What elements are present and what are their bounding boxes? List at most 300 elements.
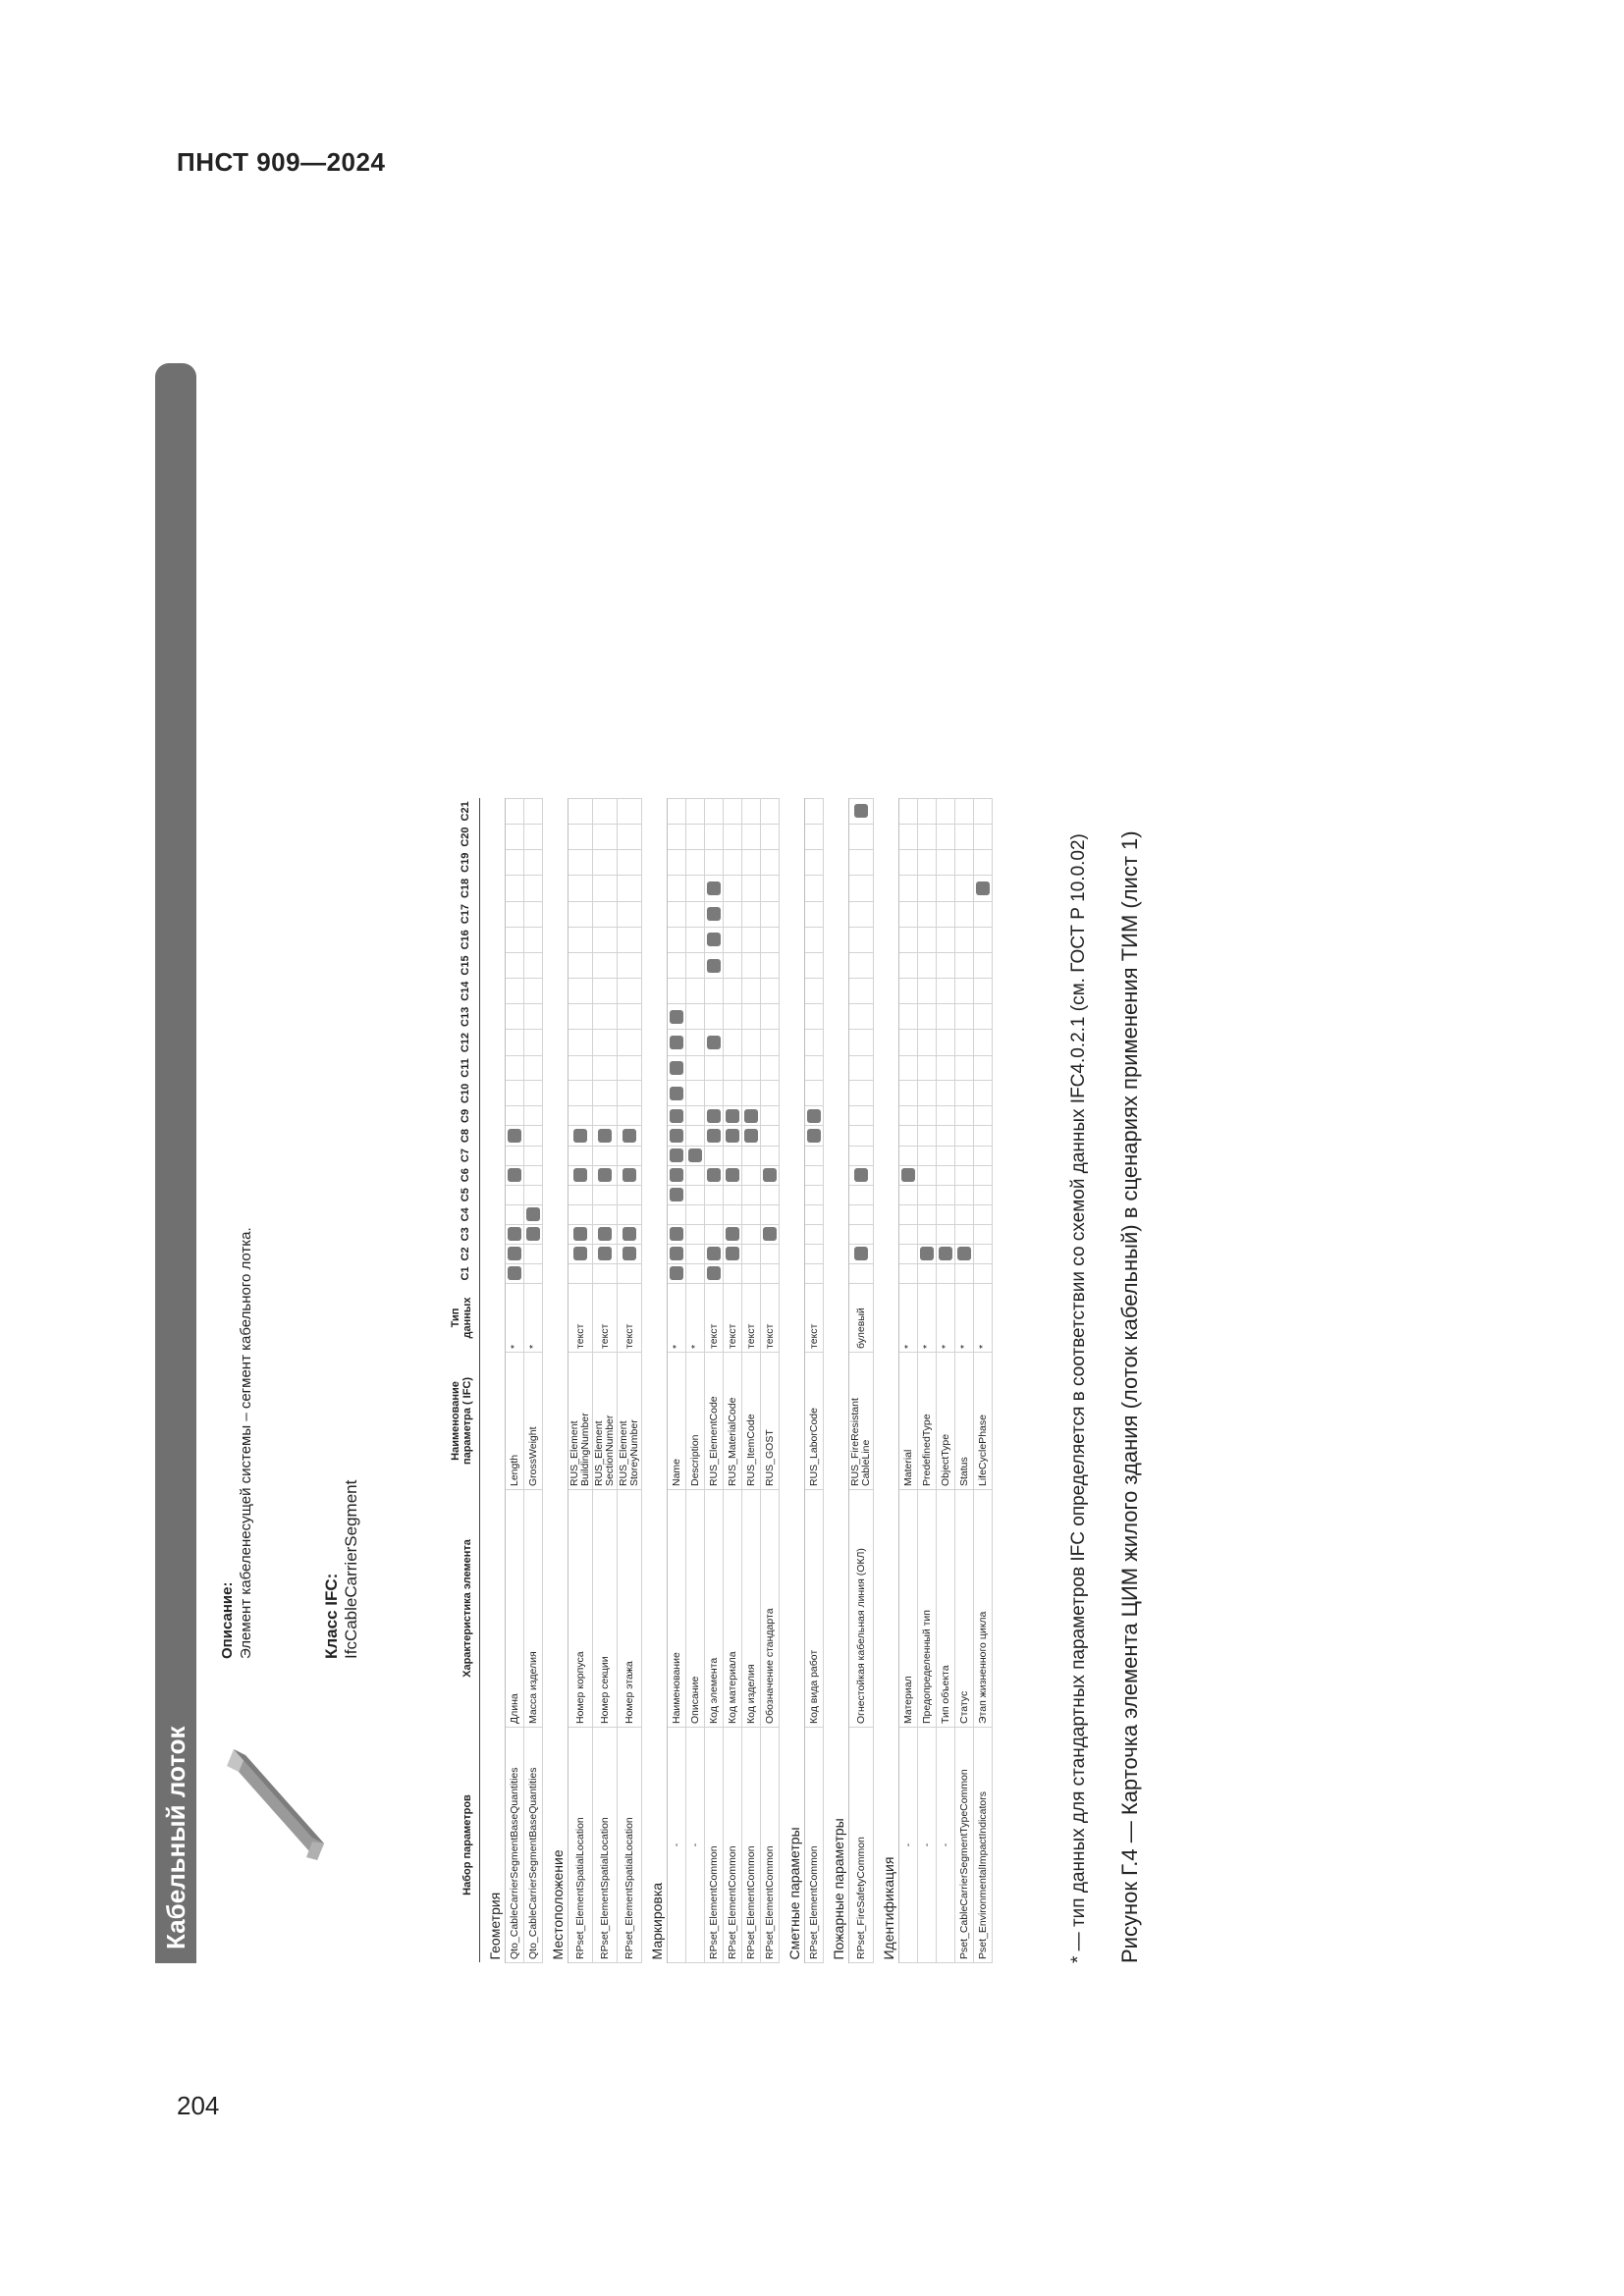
applicability-mark	[598, 1247, 612, 1260]
header-ifc-name: Наименование параметра ( IFC)	[393, 1353, 480, 1490]
scenario-cell	[686, 1004, 705, 1030]
scenario-cell	[506, 1263, 524, 1283]
scenario-cell	[618, 1004, 642, 1030]
scenario-cell	[974, 1146, 993, 1165]
group-row	[480, 798, 506, 1962]
applicability-mark	[920, 1247, 934, 1260]
scenario-cell	[805, 901, 824, 927]
scenario-cell	[937, 1165, 955, 1185]
scenario-cell	[593, 1244, 618, 1263]
scenario-cell	[849, 952, 874, 978]
scenario-cell	[668, 1030, 686, 1055]
scenario-cell	[974, 1224, 993, 1244]
applicability-mark	[598, 1129, 612, 1143]
description-text: Элемент кабеленесущей системы – сегмент кабельного лотка.	[238, 1227, 254, 1659]
scenario-cell	[506, 1224, 524, 1244]
applicability-mark	[854, 1247, 868, 1260]
scenario-cell	[937, 1224, 955, 1244]
scenario-header-c12: C12	[393, 1030, 480, 1055]
scenario-cell	[742, 1263, 761, 1283]
scenario-cell	[724, 1126, 742, 1146]
scenario-cell	[937, 798, 955, 824]
scenario-cell	[937, 1263, 955, 1283]
applicability-mark	[573, 1129, 587, 1143]
scenario-cell	[955, 1244, 974, 1263]
scenario-cell	[705, 798, 724, 824]
scenario-cell	[899, 1030, 918, 1055]
scenario-cell	[568, 876, 593, 901]
applicability-mark	[508, 1168, 521, 1182]
scenario-cell	[618, 1055, 642, 1081]
scenario-cell	[618, 1106, 642, 1126]
scenario-cell	[705, 1224, 724, 1244]
applicability-mark	[670, 1036, 683, 1049]
applicability-mark	[854, 804, 868, 818]
applicability-mark	[707, 1036, 721, 1049]
scenario-cell	[849, 1185, 874, 1204]
cell-data-type: *	[974, 1284, 993, 1353]
scenario-cell	[805, 1055, 824, 1081]
scenario-cell	[724, 1004, 742, 1030]
scenario-cell	[724, 798, 742, 824]
scenario-cell	[849, 1263, 874, 1283]
scenario-cell	[506, 1126, 524, 1146]
applicability-mark	[901, 1168, 915, 1182]
scenario-cell	[805, 1244, 824, 1263]
applicability-mark	[623, 1227, 636, 1241]
applicability-mark	[623, 1168, 636, 1182]
cell-ifc-name: RUS_GOST	[761, 1353, 780, 1490]
scenario-cell	[974, 901, 993, 927]
scenario-cell	[524, 1224, 543, 1244]
scenario-cell	[524, 1204, 543, 1224]
scenario-cell	[761, 876, 780, 901]
scenario-cell	[899, 1126, 918, 1146]
scenario-header-c4: C4	[393, 1204, 480, 1224]
scenario-cell	[568, 1106, 593, 1126]
applicability-mark	[508, 1227, 521, 1241]
scenario-cell	[761, 1185, 780, 1204]
applicability-mark	[707, 881, 721, 895]
table-row	[524, 798, 543, 1962]
scenario-cell	[742, 1106, 761, 1126]
header-set: Набор параметров	[393, 1728, 480, 1963]
cell-data-type: *	[524, 1284, 543, 1353]
scenario-cell	[524, 1263, 543, 1283]
scenario-cell	[805, 1263, 824, 1283]
cell-characteristic: Статус	[955, 1490, 974, 1728]
applicability-mark	[726, 1247, 739, 1260]
scenario-cell	[937, 1106, 955, 1126]
scenario-cell	[899, 1224, 918, 1244]
scenario-cell	[593, 1165, 618, 1185]
scenario-cell	[918, 901, 937, 927]
scenario-cell	[506, 927, 524, 952]
scenario-cell	[524, 1126, 543, 1146]
scenario-cell	[974, 1055, 993, 1081]
scenario-header-c15: C15	[393, 952, 480, 978]
scenario-cell	[974, 1030, 993, 1055]
scenario-cell	[955, 1030, 974, 1055]
scenario-cell	[705, 1081, 724, 1106]
table-row	[568, 798, 593, 1962]
scenario-cell	[668, 927, 686, 952]
cell-ifc-name: RUS_Element SectionNumber	[593, 1353, 618, 1490]
cell-ifc-name: PredefinedType	[918, 1353, 937, 1490]
scenario-cell	[974, 824, 993, 849]
table-row	[974, 798, 993, 1962]
scenario-cell	[742, 798, 761, 824]
scenario-cell	[805, 824, 824, 849]
scenario-cell	[937, 850, 955, 876]
scenario-cell	[705, 1030, 724, 1055]
cell-parameter-set: -	[937, 1728, 955, 1963]
scenario-cell	[899, 1004, 918, 1030]
scenario-cell	[568, 824, 593, 849]
scenario-cell	[593, 952, 618, 978]
scenario-cell	[506, 901, 524, 927]
scenario-cell	[805, 1185, 824, 1204]
scenario-cell	[918, 1146, 937, 1165]
scenario-cell	[974, 1185, 993, 1204]
cell-ifc-name: Name	[668, 1353, 686, 1490]
scenario-cell	[849, 798, 874, 824]
ifc-class-block	[322, 1480, 361, 1659]
scenario-cell	[918, 1004, 937, 1030]
scenario-cell	[686, 876, 705, 901]
scenario-cell	[705, 1165, 724, 1185]
cell-parameter-set: RPset_FireSafetyCommon	[849, 1728, 874, 1963]
table-row	[918, 798, 937, 1962]
cell-parameter-set: RPset_ElementCommon	[761, 1728, 780, 1963]
scenario-cell	[742, 901, 761, 927]
cell-ifc-name: Status	[955, 1353, 974, 1490]
scenario-cell	[937, 1081, 955, 1106]
scenario-cell	[668, 1165, 686, 1185]
table-row	[668, 798, 686, 1962]
scenario-cell	[742, 1055, 761, 1081]
scenario-cell	[568, 1224, 593, 1244]
cell-data-type: текст	[761, 1284, 780, 1353]
scenario-cell	[955, 876, 974, 901]
scenario-cell	[593, 1106, 618, 1126]
scenario-cell	[568, 1146, 593, 1165]
header-data-type: Тип данных	[393, 1284, 480, 1353]
scenario-cell	[618, 850, 642, 876]
scenario-cell	[937, 1004, 955, 1030]
scenario-cell	[974, 876, 993, 901]
scenario-header-c16: C16	[393, 927, 480, 952]
scenario-header-c13: C13	[393, 1004, 480, 1030]
scenario-cell	[618, 1126, 642, 1146]
scenario-cell	[918, 1126, 937, 1146]
scenario-cell	[705, 927, 724, 952]
scenario-cell	[668, 1224, 686, 1244]
scenario-cell	[955, 798, 974, 824]
scenario-cell	[618, 979, 642, 1004]
applicability-mark	[807, 1109, 821, 1123]
scenario-header-c14: C14	[393, 979, 480, 1004]
scenario-cell	[506, 979, 524, 1004]
scenario-cell	[568, 979, 593, 1004]
scenario-cell	[568, 1081, 593, 1106]
cell-data-type: *	[686, 1284, 705, 1353]
applicability-mark	[744, 1129, 758, 1143]
cell-ifc-name: RUS_LaborCode	[805, 1353, 824, 1490]
scenario-header-c1: C1	[393, 1263, 480, 1283]
scenario-cell	[524, 1030, 543, 1055]
scenario-cell	[524, 824, 543, 849]
scenario-cell	[918, 1244, 937, 1263]
table-row	[761, 798, 780, 1962]
cell-data-type: текст	[593, 1284, 618, 1353]
scenario-cell	[568, 901, 593, 927]
scenario-cell	[618, 1165, 642, 1185]
scenario-cell	[974, 798, 993, 824]
scenario-cell	[974, 1004, 993, 1030]
scenario-cell	[849, 1004, 874, 1030]
cell-data-type: *	[937, 1284, 955, 1353]
scenario-cell	[974, 1244, 993, 1263]
cell-parameter-set: -	[668, 1728, 686, 1963]
scenario-cell	[849, 979, 874, 1004]
scenario-cell	[668, 1106, 686, 1126]
scenario-header-c3: C3	[393, 1224, 480, 1244]
cell-characteristic: Материал	[899, 1490, 918, 1728]
scenario-cell	[686, 850, 705, 876]
scenario-cell	[955, 1185, 974, 1204]
scenario-cell	[805, 1081, 824, 1106]
scenario-cell	[524, 798, 543, 824]
scenario-cell	[506, 1055, 524, 1081]
scenario-cell	[705, 952, 724, 978]
cell-characteristic: Длина	[506, 1490, 524, 1728]
scenario-cell	[761, 1004, 780, 1030]
scenario-cell	[761, 850, 780, 876]
scenario-cell	[805, 1126, 824, 1146]
scenario-cell	[761, 1146, 780, 1165]
scenario-cell	[742, 927, 761, 952]
scenario-cell	[918, 1055, 937, 1081]
scenario-cell	[849, 927, 874, 952]
scenario-cell	[974, 979, 993, 1004]
scenario-cell	[686, 901, 705, 927]
scenario-cell	[899, 1081, 918, 1106]
cell-data-type: *	[506, 1284, 524, 1353]
scenario-cell	[506, 876, 524, 901]
scenario-cell	[805, 1030, 824, 1055]
scenario-cell	[849, 850, 874, 876]
table-row	[742, 798, 761, 1962]
scenario-cell	[668, 850, 686, 876]
cell-data-type: текст	[568, 1284, 593, 1353]
scenario-header-c20: C20	[393, 824, 480, 849]
scenario-cell	[568, 798, 593, 824]
scenario-cell	[686, 1030, 705, 1055]
scenario-cell	[705, 876, 724, 901]
scenario-cell	[686, 1244, 705, 1263]
scenario-cell	[568, 1263, 593, 1283]
scenario-cell	[618, 824, 642, 849]
scenario-cell	[918, 1204, 937, 1224]
scenario-cell	[955, 1081, 974, 1106]
scenario-cell	[618, 901, 642, 927]
scenario-cell	[899, 1185, 918, 1204]
group-title: Сметные параметры	[780, 798, 805, 1962]
cell-ifc-name: Description	[686, 1353, 705, 1490]
scenario-cell	[593, 876, 618, 901]
scenario-cell	[593, 1204, 618, 1224]
ifc-class-label: Класс IFC:	[322, 1573, 341, 1659]
group-row	[874, 798, 899, 1962]
cell-data-type: *	[668, 1284, 686, 1353]
scenario-cell	[937, 952, 955, 978]
applicability-mark	[670, 1148, 683, 1162]
scenario-cell	[974, 1106, 993, 1126]
cell-parameter-set: -	[686, 1728, 705, 1963]
scenario-cell	[805, 1004, 824, 1030]
scenario-cell	[937, 1146, 955, 1165]
scenario-cell	[724, 927, 742, 952]
applicability-mark	[726, 1227, 739, 1241]
cell-characteristic: Номер корпуса	[568, 1490, 593, 1728]
scenario-cell	[593, 850, 618, 876]
table-row	[724, 798, 742, 1962]
scenario-cell	[805, 850, 824, 876]
scenario-header-c7: C7	[393, 1146, 480, 1165]
scenario-cell	[742, 1204, 761, 1224]
table-row	[937, 798, 955, 1962]
applicability-mark	[707, 1266, 721, 1280]
scenario-cell	[918, 1106, 937, 1126]
scenario-cell	[724, 850, 742, 876]
scenario-cell	[742, 1146, 761, 1165]
applicability-mark	[763, 1227, 777, 1241]
applicability-mark	[526, 1227, 540, 1241]
scenario-cell	[686, 1055, 705, 1081]
scenario-cell	[686, 1126, 705, 1146]
cell-characteristic: Описание	[686, 1490, 705, 1728]
scenario-cell	[618, 876, 642, 901]
scenario-cell	[899, 927, 918, 952]
applicability-mark	[670, 1188, 683, 1201]
scenario-header-c2: C2	[393, 1244, 480, 1263]
cell-data-type: текст	[742, 1284, 761, 1353]
scenario-cell	[593, 1263, 618, 1283]
cell-parameter-set: Pset_CableCarrierSegmentTypeCommon	[955, 1728, 974, 1963]
scenario-cell	[568, 952, 593, 978]
scenario-cell	[705, 901, 724, 927]
description-label: Описание:	[219, 1581, 236, 1659]
scenario-cell	[849, 824, 874, 849]
scenario-cell	[705, 1055, 724, 1081]
scenario-cell	[937, 979, 955, 1004]
scenario-cell	[974, 850, 993, 876]
scenario-cell	[686, 1224, 705, 1244]
scenario-cell	[937, 1185, 955, 1204]
scenario-cell	[761, 1030, 780, 1055]
scenario-cell	[918, 876, 937, 901]
scenario-cell	[955, 979, 974, 1004]
scenario-cell	[761, 1081, 780, 1106]
scenario-cell	[805, 1146, 824, 1165]
scenario-cell	[761, 824, 780, 849]
scenario-cell	[568, 1165, 593, 1185]
cell-parameter-set: Qto_CableCarrierSegmentBaseQuantities	[524, 1728, 543, 1963]
applicability-mark	[707, 959, 721, 973]
scenario-cell	[506, 850, 524, 876]
scenario-cell	[568, 1004, 593, 1030]
scenario-cell	[668, 1055, 686, 1081]
scenario-cell	[761, 927, 780, 952]
scenario-cell	[618, 1204, 642, 1224]
scenario-cell	[955, 1004, 974, 1030]
scenario-cell	[668, 1004, 686, 1030]
scenario-cell	[724, 1185, 742, 1204]
applicability-mark	[526, 1207, 540, 1221]
table-row	[955, 798, 974, 1962]
scenario-cell	[805, 1165, 824, 1185]
scenario-cell	[918, 798, 937, 824]
cell-data-type: текст	[805, 1284, 824, 1353]
scenario-cell	[918, 824, 937, 849]
cell-characteristic: Код изделия	[742, 1490, 761, 1728]
scenario-cell	[686, 824, 705, 849]
scenario-cell	[506, 824, 524, 849]
scenario-cell	[705, 1004, 724, 1030]
applicability-mark	[623, 1129, 636, 1143]
cell-characteristic: Номер этажа	[618, 1490, 642, 1728]
scenario-cell	[524, 1004, 543, 1030]
scenario-cell	[955, 952, 974, 978]
table-row	[618, 798, 642, 1962]
scenario-cell	[724, 979, 742, 1004]
scenario-cell	[849, 1106, 874, 1126]
parameter-table	[393, 798, 993, 1963]
scenario-cell	[506, 1004, 524, 1030]
scenario-cell	[524, 1146, 543, 1165]
scenario-cell	[899, 1204, 918, 1224]
scenario-cell	[761, 1244, 780, 1263]
scenario-cell	[955, 1106, 974, 1126]
table-body	[480, 798, 993, 1962]
scenario-header-c5: C5	[393, 1185, 480, 1204]
scenario-cell	[506, 1030, 524, 1055]
scenario-cell	[686, 1106, 705, 1126]
page-number: 204	[177, 2091, 220, 2120]
scenario-cell	[937, 1055, 955, 1081]
applicability-mark	[707, 907, 721, 921]
cell-data-type: *	[955, 1284, 974, 1353]
cell-ifc-name: RUS_MaterialCode	[724, 1353, 742, 1490]
scenario-cell	[899, 876, 918, 901]
cell-ifc-name: RUS_ElementCode	[705, 1353, 724, 1490]
table-row	[899, 798, 918, 1962]
group-row	[780, 798, 805, 1962]
applicability-mark	[670, 1087, 683, 1100]
scenario-cell	[974, 1126, 993, 1146]
applicability-mark	[670, 1129, 683, 1143]
scenario-cell	[506, 1146, 524, 1165]
scenario-cell	[849, 1204, 874, 1224]
scenario-cell	[686, 1263, 705, 1283]
scenario-cell	[668, 952, 686, 978]
applicability-mark	[670, 1266, 683, 1280]
scenario-cell	[593, 1055, 618, 1081]
cell-ifc-name: LifeCyclePhase	[974, 1353, 993, 1490]
scenario-cell	[761, 1263, 780, 1283]
scenario-cell	[686, 1185, 705, 1204]
